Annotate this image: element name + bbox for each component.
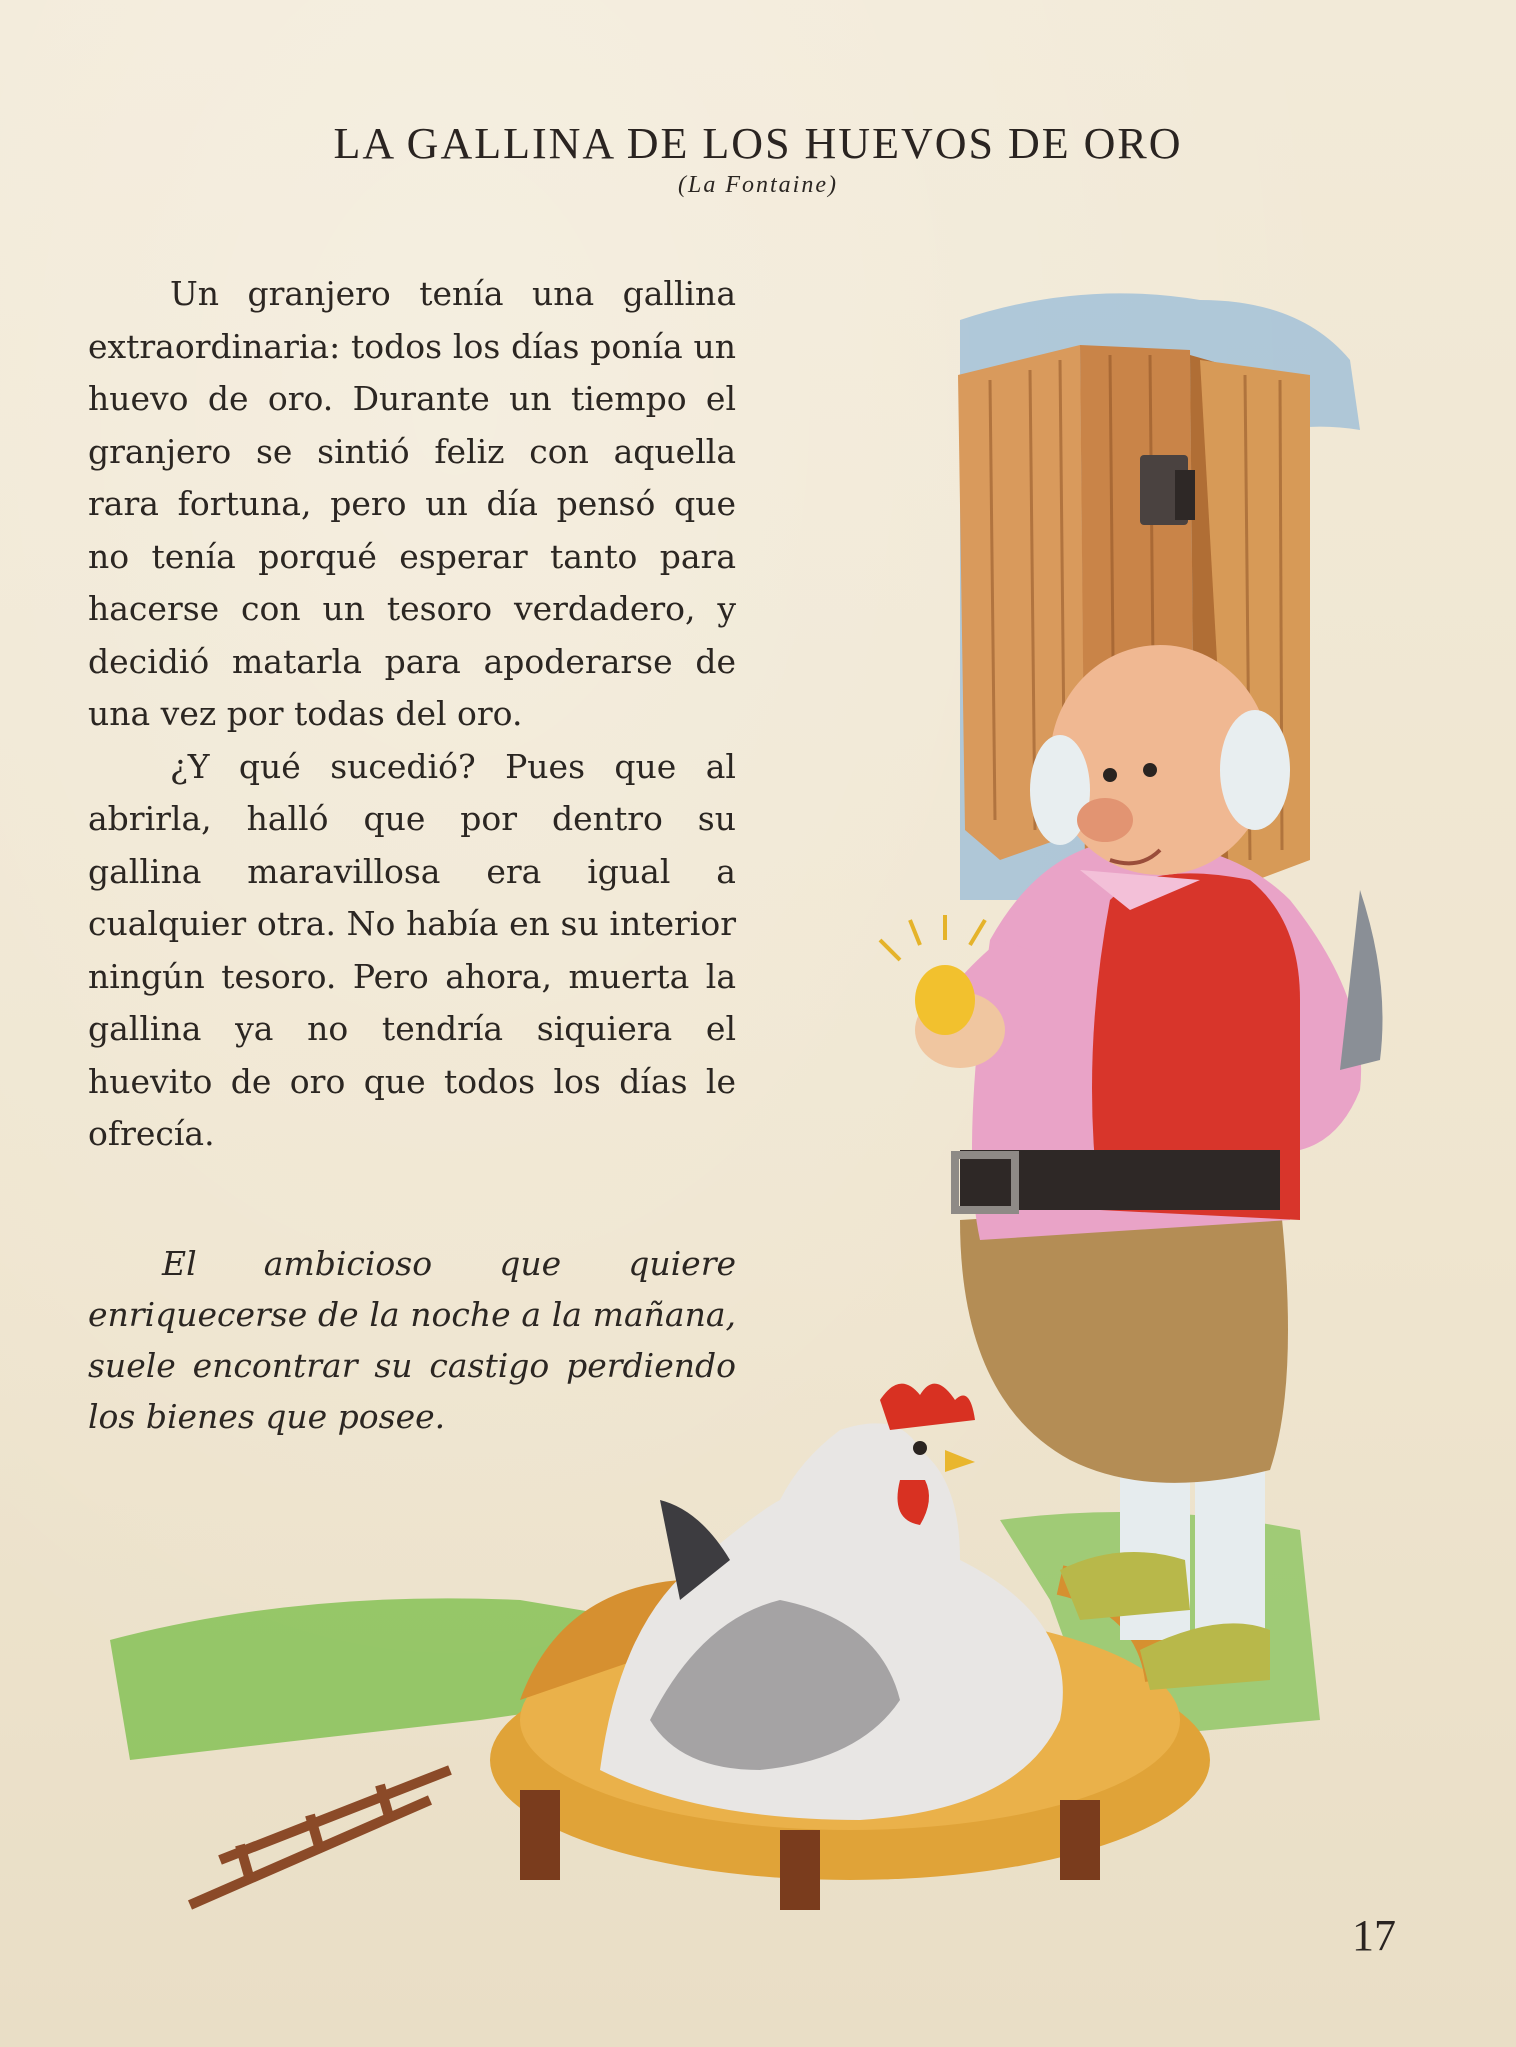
hen-beak <box>945 1450 975 1472</box>
ladder <box>190 1770 450 1905</box>
hen-comb <box>880 1384 975 1430</box>
author-credit: (La Fontaine) <box>678 172 838 198</box>
paragraph-1: Un granjero tenía una gallina extraordinaria: todos los días ponía un huevo de oro. Durante un tiempo el granjero se sintió feliz con aquella rara fortuna, pero un día pensó que no tenía porqué esperar tanto para hacerse con un tesoro verdadero, y decidió matarla para apoderarse de una vez por todas del oro. <box>88 274 736 733</box>
egg-glow-lines <box>880 915 985 960</box>
page-title: LA GALLINA DE LOS HUEVOS DE ORO <box>333 119 1183 168</box>
trousers <box>960 1200 1288 1483</box>
paragraph-2: ¿Y qué sucedió? Pues que al abrirla, halló que por dentro su gallina maravillosa era igual a cualquier otra. No había en su interior ningún tesoro. Pero ahora, muerta la gallina ya no tendría siquiera el huevito de oro que todos los días le ofrecía. <box>88 746 736 1153</box>
clog-left <box>1060 1552 1190 1620</box>
golden-egg-icon <box>915 965 975 1035</box>
moral-paragraph: El ambicioso que quiere enriquecerse de la noche a la mañana, suele encontrar su castigo perdiendo los bienes que posee. <box>88 1244 736 1436</box>
page-number: 17 <box>1352 1911 1396 1960</box>
knife-icon <box>1340 890 1383 1070</box>
hen-eye <box>913 1441 927 1455</box>
farmer-nose <box>1077 798 1133 842</box>
hen-figure <box>600 1384 1063 1820</box>
